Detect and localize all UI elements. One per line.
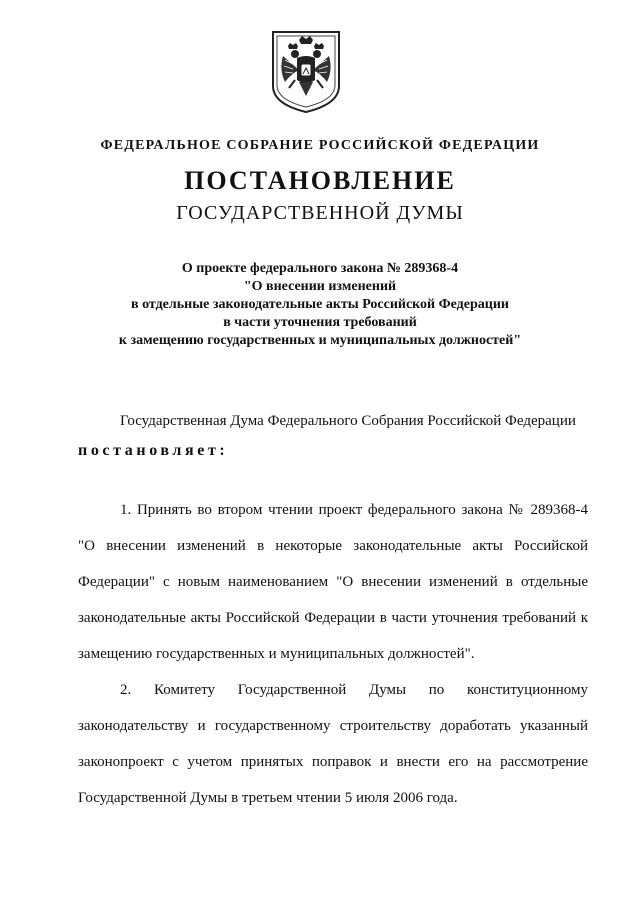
preamble-text: Государственная Дума Федерального Собрания Российской Федерации <box>120 413 576 429</box>
subject-line: к замещению государственных и муниципальных должностей" <box>118 333 522 348</box>
subject-line: "О внесении изменений <box>243 279 397 294</box>
coat-of-arms-icon <box>271 30 341 114</box>
subject-line: в части уточнения требований <box>223 315 417 330</box>
issuer-title: ГОСУДАРСТВЕННОЙ ДУМЫ <box>176 202 464 224</box>
resolves-text: постановляет: <box>78 442 229 459</box>
organization-title: ФЕДЕРАЛЬНОЕ СОБРАНИЕ РОССИЙСКОЙ ФЕДЕРАЦИИ <box>100 138 540 153</box>
subject-line: О проекте федерального закона № 289368-4 <box>181 261 459 276</box>
document-type-title: ПОСТАНОВЛЕНИЕ <box>184 166 456 195</box>
paragraph-1: 1. Принять во втором чтении проект федерального закона № 289368-4 "О внесении изменений в некоторые законодательные акты Российской Федерации" с новым наименованием "О внесении изменений в отдельные законодательные акты Российской Федерации в части уточнения требований к замещению государственных и муниципальных должностей". <box>78 502 588 662</box>
paragraph-2: 2. Комитету Государственной Думы по конституционному законодательству и государственному строительству доработать указанный законопроект с учетом принятых поправок и внести его на рассмотрение Государственной Думы в третьем чтении 5 июля 2006 года. <box>78 682 588 806</box>
document-subject <box>60 260 580 350</box>
subject-line: в отдельные законодательные акты Российской Федерации <box>131 297 509 312</box>
